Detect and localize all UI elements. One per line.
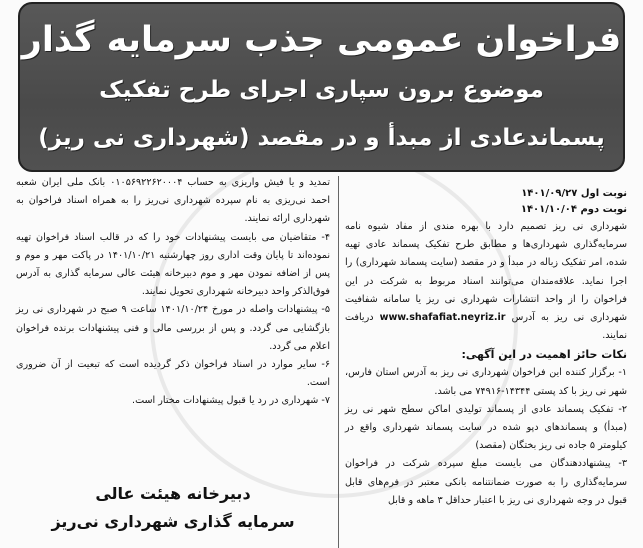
list-item: ۲- تفکیک پسماند عادی از پسماند تولیدی اماکن سطح شهر نی ریز (مبدأ) و پسماندهای دپو شده در سایت پسماند شهرداری واقع در کیلومتر ۵ جاده نی ریز بختگان (مقصد) (345, 403, 627, 452)
date-second: نوبت دوم ۱۴۰۱/۱۰/۰۴ (520, 204, 627, 215)
notice-subtitle: موضوع برون سپاری اجرای طرح تفکیک پسماندعادی از مبدأ و در مقصد (شهرداری نی ریز) (38, 77, 605, 151)
list-item: ۴- متقاضیان می بایست پیشنهادات خود را که در قالب اسناد فراخوان تهیه نموده‌اند تا پایان وقت اداری روز چهارشنبه ۱۴۰۱/۱۰/۲۱ در پاکت مهر و موم و پس از اضافه نمودن مهر و موم دبیرخانه هیئت عالی سرمایه گذاری به آدرس فوق‌الذکر واحد دبیرخانه شهرداری تحویل نمایند. (16, 231, 330, 298)
list-item: ۱- برگزار کننده این فراخوان شهرداری نی ریز به آدرس استان فارس، شهر نی ریز با کد پستی ۱۴۳۴۴-۷۴۹۱۶ می باشد. (345, 367, 627, 397)
right-column (345, 186, 627, 510)
intro-paragraph (345, 218, 627, 345)
list-item: ۶- سایر موارد در اسناد فراخوان ذکر گردیده است که تبعیت از آن ضروری است. (16, 359, 330, 389)
notice-header (18, 2, 625, 172)
signature-block (16, 480, 330, 536)
notice-title: فراخوان عمومی جذب سرمایه گذار (21, 20, 622, 60)
continuation-text: تمدید و یا فیش واریزی به حساب ۰۱۰۵۶۹۲۲۶۲۰۰۰۴ بانک ملی ایران شعبه احمد نی‌ریزی به نام سپرده شهرداری نی‌ریز را به همراه اسناد فراخوان به شهرداری ارائه نمایند. (16, 177, 331, 225)
list-item: ۵- پیشنهادات واصله در مورخ ۱۴۰۱/۱۰/۲۴ ساعت ۹ صبح در شهرداری نی ریز بازگشایی می گردد. و پس از بررسی مالی و فنی پیشنهادات برنده فراخوان اعلام می گردد. (16, 304, 330, 352)
column-divider (338, 176, 339, 548)
intro-text: شهرداری نی ریز تصمیم دارد با بهره مندی از مفاد شیوه نامه سرمایه‌گذاری شهرداری‌ها و مطابق طرح تفکیک پسماند عادی تهیه شده، امر تفکیک زباله در مبدأ و در مقصد (سایت پسماند شهرداری) را اجرا نماید. علاقه‌مندان می‌توانند اسناد مربوط به شرکت در این فراخوان را از واحد انتشارات شهرداری نی ریز یا سامانه شفافیت شهرداری نی ریز به آدرس (345, 221, 627, 324)
intro-suffix: دریافت نمایند. (345, 312, 627, 342)
left-column (16, 174, 330, 411)
date-first: نوبت اول ۱۴۰۱/۰۹/۲۷ (521, 188, 627, 199)
signature-line-1: دبیرخانه هیئت عالی (95, 484, 251, 503)
transparency-url[interactable]: www.shafafiat.neyriz.ir (379, 312, 506, 324)
list-item: ۷- شهرداری در رد یا قبول پیشنهادات مختار است. (132, 395, 330, 407)
list-item: ۳- پیشنهاددهندگان می بایست مبلغ سپرده شرکت در فراخوان سرمایه‌گذاری را به صورت ضمانتنامه بانکی معتبر در فرم‌های قابل قبول در وجه شهرداری نی ریز با اعتبار حداقل ۳ ماهه و قابل (345, 458, 627, 506)
section-title: نکات حائز اهمیت در این آگهی: (461, 348, 627, 362)
signature-line-2: سرمایه گذاری شهرداری نی‌ریز (51, 512, 295, 531)
